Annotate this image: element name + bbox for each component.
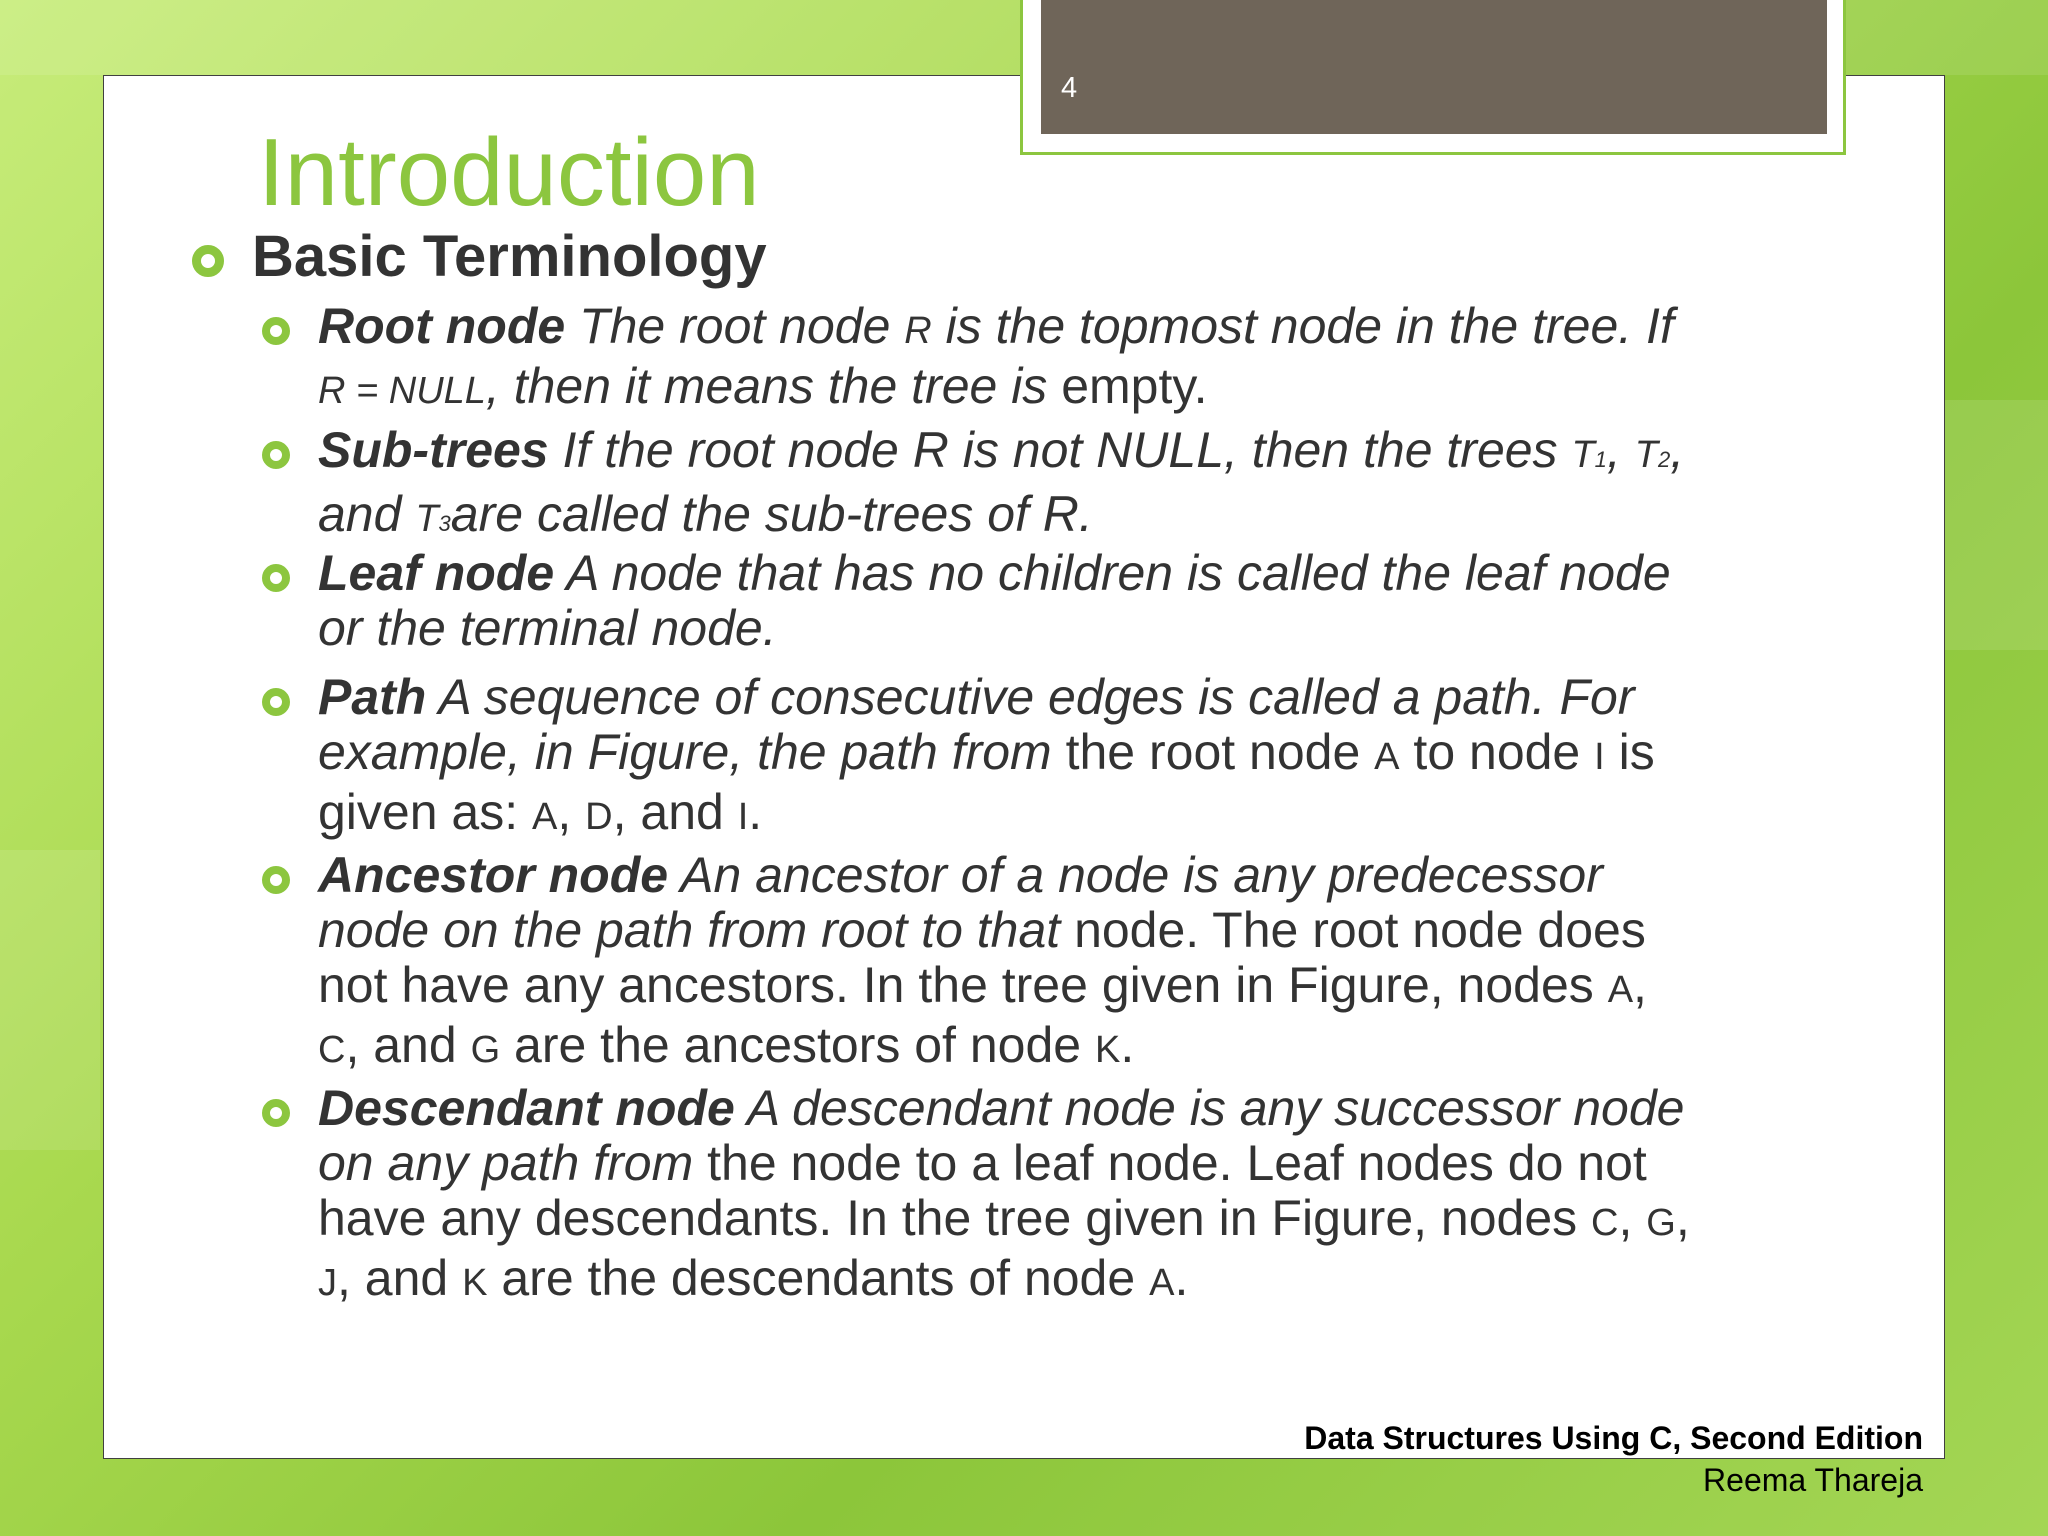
term-descendant-node: [318, 1081, 1898, 1311]
term-text: the node to a leaf node. Leaf nodes do not: [693, 1135, 1647, 1191]
term-text: on any path from: [318, 1135, 694, 1191]
bullet-icon: [262, 1099, 290, 1127]
term-text: node on the path from root to that: [318, 902, 1061, 958]
term-variable: T: [415, 498, 439, 540]
term-variable: R: [904, 310, 932, 352]
term-text: are the ancestors of node: [500, 1017, 1095, 1073]
term-ancestor-node: [318, 848, 1898, 1078]
term-text: ,: [1618, 1190, 1647, 1246]
slide-number: 4: [1061, 72, 1078, 104]
term-text: , then the trees: [1224, 422, 1572, 478]
term-text: ,: [1675, 1190, 1690, 1246]
term-text: or the terminal node.: [318, 600, 777, 656]
term-variable: K: [462, 1262, 488, 1304]
term-variable: A: [1374, 736, 1400, 778]
bullet-icon: [262, 317, 290, 345]
term-text: are called the sub-trees of: [450, 486, 1043, 542]
section-heading: Basic Terminology: [252, 224, 767, 289]
term-text: ,: [1633, 957, 1647, 1013]
term-text: have any descendants. In the tree given in Figure, nodes: [318, 1190, 1592, 1246]
term-variable: J: [318, 1262, 337, 1304]
term-text: A node that has no children is called the leaf node: [554, 545, 1671, 601]
bullet-icon: [192, 245, 224, 277]
term-sub-trees: [318, 423, 1898, 551]
term-text: the root node: [1051, 724, 1375, 780]
term-text: The root node: [565, 298, 905, 354]
term-text: , and: [337, 1250, 463, 1306]
term-subscript: 3: [438, 511, 451, 536]
term-text: .: [1078, 486, 1093, 542]
term-text: is not: [948, 422, 1097, 478]
term-text: and: [318, 486, 416, 542]
term-text: .: [748, 784, 763, 840]
term-variable: C: [1591, 1202, 1619, 1244]
term-name: Descendant node: [318, 1080, 735, 1136]
bullet-icon: [262, 441, 290, 469]
term-text: ,: [1606, 422, 1635, 478]
slide-number-box: [1041, 0, 1827, 134]
term-variable: A: [1149, 1262, 1175, 1304]
term-variable: R = NULL: [318, 370, 486, 412]
term-variable: A: [532, 796, 558, 838]
term-variable: I: [737, 796, 749, 838]
term-name: Ancestor node: [318, 847, 669, 903]
term-root-node: [318, 299, 1898, 419]
term-name: Root node: [318, 298, 566, 354]
term-text: , then it means the tree is: [485, 358, 1048, 414]
bullet-icon: [262, 564, 290, 592]
term-variable: K: [1094, 1029, 1121, 1071]
term-text: A descendant node is any successor node: [734, 1080, 1685, 1136]
term-text: , and: [345, 1017, 471, 1073]
term-text: , and: [612, 784, 738, 840]
term-text: If the root node: [548, 422, 913, 478]
term-text: ,: [557, 784, 586, 840]
term-text: is the topmost node in the tree. If: [931, 298, 1674, 354]
term-variable: D: [585, 796, 613, 838]
term-text: An ancestor of a node is any predecessor: [668, 847, 1603, 903]
term-text: A sequence of consecutive edges is called a path. For: [426, 669, 1635, 725]
term-text: .: [1120, 1017, 1135, 1073]
term-subscript: 2: [1657, 447, 1671, 472]
bullet-icon: [262, 688, 290, 716]
term-leaf-node: [318, 546, 1898, 656]
term-text: empty.: [1047, 358, 1208, 414]
term-path: [318, 670, 1898, 845]
term-variable: R: [1042, 486, 1079, 542]
term-subscript: 1: [1594, 447, 1607, 472]
term-text: .: [1174, 1250, 1189, 1306]
term-name: Path: [318, 669, 427, 725]
term-text: are the descendants of node: [487, 1250, 1150, 1306]
term-variable: T: [1571, 434, 1595, 476]
term-variable: G: [470, 1029, 501, 1071]
footer-book-title: Data Structures Using C, Second Edition: [1304, 1420, 1923, 1456]
term-text: is: [1604, 724, 1655, 780]
background-hexagon: [1945, 400, 2048, 650]
term-text: not have any ancestors. In the tree given in Figure, nodes: [318, 957, 1608, 1013]
term-variable: NULL: [1096, 422, 1225, 478]
term-text: ,: [1670, 422, 1685, 478]
term-text: given as:: [318, 784, 533, 840]
slide-title: Introduction: [258, 119, 760, 226]
term-variable: C: [318, 1029, 346, 1071]
term-name: Sub-trees: [318, 422, 549, 478]
term-name: Leaf node: [318, 545, 555, 601]
term-variable: T: [1634, 434, 1658, 476]
term-variable: R: [912, 422, 949, 478]
term-variable: I: [1594, 736, 1605, 778]
background-hexagon: [0, 850, 100, 1150]
term-text: node. The root node does: [1060, 902, 1646, 958]
term-variable: G: [1646, 1202, 1676, 1244]
term-text: example, in Figure, the path from: [318, 724, 1052, 780]
footer-author: Reema Thareja: [1703, 1462, 1923, 1498]
bullet-icon: [262, 866, 290, 894]
term-text: to node: [1399, 724, 1595, 780]
term-variable: A: [1607, 969, 1634, 1011]
